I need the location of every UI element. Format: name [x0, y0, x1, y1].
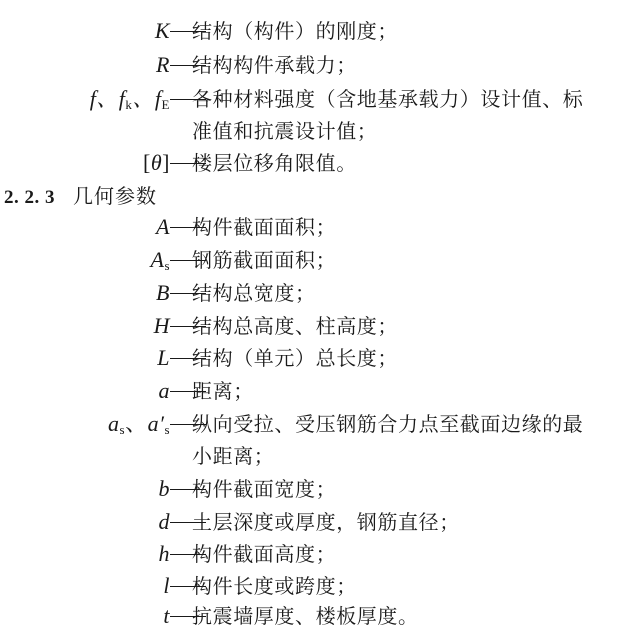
definition-continuation: 小距离；	[192, 444, 275, 468]
dash-rule	[170, 376, 180, 406]
dash-rule	[170, 571, 180, 601]
symbol: $a_s$、$a'_s$	[108, 411, 170, 437]
definition-text: 结构总高度、柱高度；	[192, 314, 398, 338]
symbol: h	[158, 541, 170, 566]
definition-text: 构件截面高度；	[192, 542, 337, 566]
symbol-entry-b-upper	[0, 278, 620, 308]
section-title: 几何参数	[73, 184, 157, 208]
symbol: K	[154, 18, 170, 43]
symbol-entry-t-lower	[0, 601, 620, 631]
symbol-entry-theta	[0, 148, 620, 178]
dash-rule	[170, 16, 180, 46]
symbol-entry-as-lower	[0, 409, 620, 439]
definition-text: 各种材料强度（含地基承载力）设计值、标	[192, 87, 584, 111]
dash-rule	[170, 601, 180, 631]
symbol-entry-as-lower-continuation	[0, 441, 620, 471]
symbol-entry-b-lower	[0, 474, 620, 504]
symbol-entry-d-lower	[0, 507, 620, 537]
symbol-entry-f	[0, 84, 620, 114]
section-number: 2. 2. 3	[4, 187, 55, 208]
definition-continuation: 准值和抗震设计值；	[192, 119, 378, 143]
symbol: [θ]	[143, 150, 170, 175]
symbol-entry-h-lower	[0, 539, 620, 569]
definition-text: 土层深度或厚度，钢筋直径；	[192, 510, 460, 534]
symbol: A	[156, 214, 170, 239]
definition-text: 钢筋截面面积；	[192, 248, 337, 272]
definition-text: 结构总宽度；	[192, 281, 316, 305]
symbol: L	[157, 345, 170, 370]
dash-rule	[170, 212, 180, 242]
symbol: a	[158, 378, 170, 403]
symbol: l	[163, 573, 170, 598]
dash-rule	[170, 539, 180, 569]
symbol-entry-as-upper	[0, 245, 620, 275]
definition-text: 抗震墙厚度、楼板厚度。	[192, 604, 419, 628]
symbol-entry-f-continuation	[0, 116, 620, 146]
dash-rule	[170, 84, 180, 114]
definition-text: 构件截面面积；	[192, 215, 337, 239]
definition-text: 纵向受拉、受压钢筋合力点至截面边缘的最	[192, 412, 584, 436]
section-heading	[4, 181, 157, 211]
symbol: d	[158, 509, 170, 534]
symbol: b	[158, 476, 170, 501]
symbol-entry-h-upper	[0, 311, 620, 341]
dash-rule	[170, 278, 180, 308]
symbol-entry-a-lower	[0, 376, 620, 406]
definition-text: 结构（单元）总长度；	[192, 346, 398, 370]
dash-rule	[170, 409, 180, 439]
dash-rule	[170, 311, 180, 341]
definition-text: 构件截面宽度；	[192, 477, 337, 501]
definition-text: 距离；	[192, 379, 254, 403]
symbol: t	[163, 603, 170, 628]
dash-rule	[170, 343, 180, 373]
definition-text: 构件长度或跨度；	[192, 574, 357, 598]
symbol-entry-a-upper	[0, 212, 620, 242]
definition-text: 楼层位移角限值。	[192, 151, 357, 175]
dash-rule	[170, 507, 180, 537]
dash-rule	[170, 474, 180, 504]
symbol: R	[156, 52, 170, 77]
symbol-entry-l-lower	[0, 571, 620, 601]
symbol: H	[153, 313, 170, 338]
symbol-entry-k	[0, 16, 620, 46]
symbol-entry-r	[0, 50, 620, 80]
symbol-entry-l-upper	[0, 343, 620, 373]
definition-text: 结构构件承载力；	[192, 53, 357, 77]
symbol: $A_s$	[150, 247, 170, 273]
dash-rule	[170, 50, 180, 80]
dash-rule	[170, 148, 180, 178]
definition-text: 结构（构件）的刚度；	[192, 19, 398, 43]
dash-rule	[170, 245, 180, 275]
symbol: f、$f_k$、$f_E$	[89, 86, 170, 112]
symbol: B	[156, 280, 170, 305]
